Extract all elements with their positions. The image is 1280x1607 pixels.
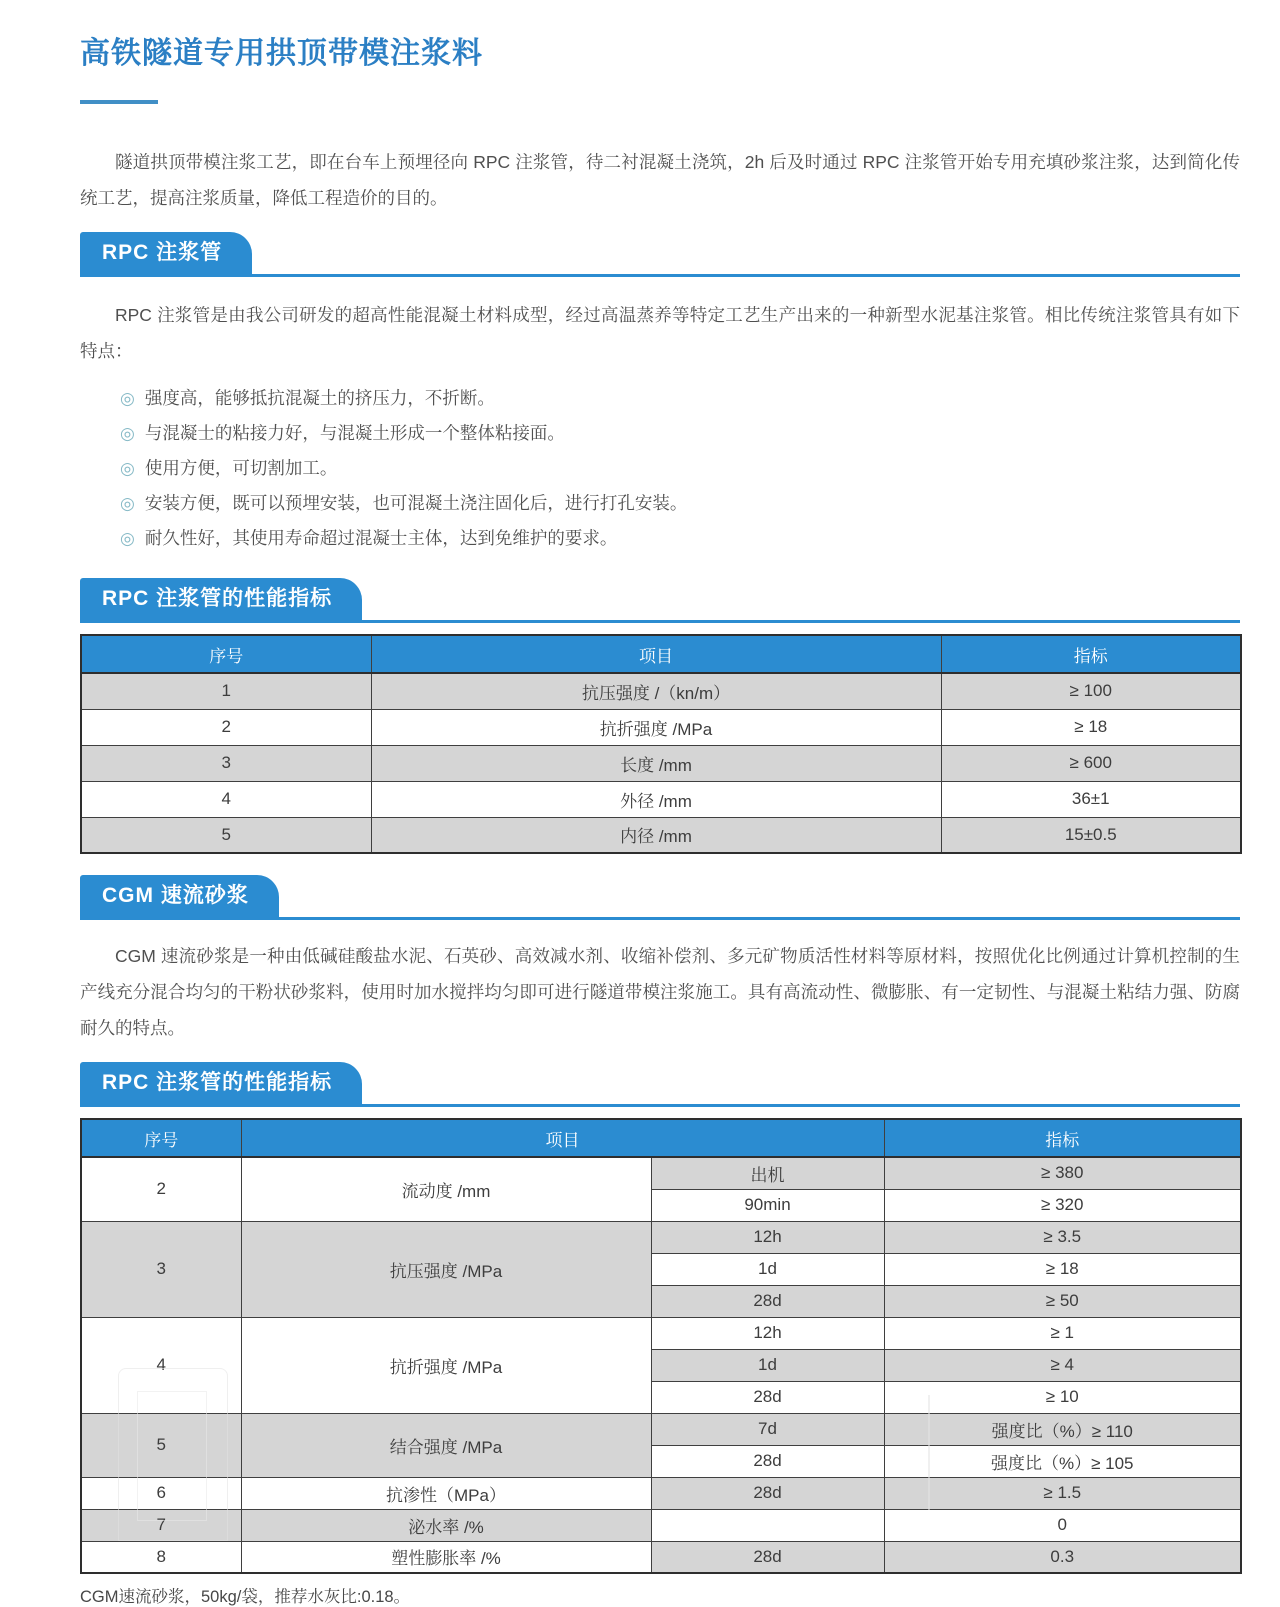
intro-paragraph: 隧道拱顶带模注浆工艺，即在台车上预埋径向 RPC 注浆管，待二衬混凝土浇筑，2h 后及时通过 RPC 注浆管开始专用充填砂浆注浆，达到简化传统工艺，提高注浆质量，降低工程造价的目的。 — [80, 152, 1240, 208]
condition-cell: 12h — [651, 1317, 884, 1349]
table-row — [81, 745, 1241, 781]
condition-cell: 28d — [651, 1477, 884, 1509]
row-number-cell: 2 — [81, 1157, 241, 1221]
value-cell: ≥ 10 — [884, 1381, 1241, 1413]
value-cell: 36±1 — [941, 781, 1241, 817]
condition-cell: 1d — [651, 1253, 884, 1285]
value-cell: 强度比（%）≥ 110 — [884, 1413, 1241, 1445]
double-circle-bullet-icon: ◎ — [120, 529, 135, 548]
row-number-cell: 3 — [81, 1221, 241, 1317]
value-cell: ≥ 100 — [941, 673, 1241, 709]
condition-cell: 12h — [651, 1221, 884, 1253]
cgm-spec-table-wrap — [80, 1118, 1240, 1574]
value-cell: ≥ 320 — [884, 1189, 1241, 1221]
condition-cell: 28d — [651, 1285, 884, 1317]
column-header: 序号 — [81, 1119, 241, 1157]
value-cell: 0 — [884, 1509, 1241, 1541]
table-row — [81, 1477, 1241, 1509]
column-header: 项目 — [371, 635, 941, 673]
value-cell: ≥ 1 — [884, 1317, 1241, 1349]
rpc-feature-list — [120, 381, 1240, 556]
table-row — [81, 1413, 1241, 1445]
item-cell: 长度 /mm — [371, 745, 941, 781]
list-item-text: 强度高，能够抵抗混凝土的挤压力，不折断。 — [144, 388, 495, 408]
value-cell: ≥ 380 — [884, 1157, 1241, 1189]
rpc-paragraph: RPC 注浆管是由我公司研发的超高性能混凝土材料成型，经过高温蒸养等特定工艺生产出来的一种新型水泥基注浆管。相比传统注浆管具有如下特点： — [80, 305, 1240, 361]
section-rpc-header-row — [80, 232, 1240, 277]
section-rpc-specs-header-row — [80, 578, 1240, 623]
value-cell: ≥ 50 — [884, 1285, 1241, 1317]
condition-cell — [651, 1509, 884, 1541]
list-item-text: 安装方便，既可以预埋安装，也可混凝土浇注固化后，进行打孔安装。 — [144, 493, 688, 513]
condition-cell: 1d — [651, 1349, 884, 1381]
value-cell: ≥ 600 — [941, 745, 1241, 781]
table-row — [81, 673, 1241, 709]
table-row — [81, 1221, 1241, 1253]
section-badge-cgm-specs: RPC 注浆管的性能指标 — [80, 1062, 362, 1104]
value-cell: ≥ 3.5 — [884, 1221, 1241, 1253]
item-cell: 抗折强度 /MPa — [371, 709, 941, 745]
double-circle-bullet-icon: ◎ — [120, 494, 135, 513]
list-item — [120, 416, 1240, 451]
row-number-cell: 4 — [81, 1317, 241, 1413]
footnote: CGM速流砂浆，50kg/袋，推荐水灰比:0.18。 — [80, 1588, 411, 1606]
section-badge-rpc: RPC 注浆管 — [80, 232, 252, 274]
value-cell: ≥ 18 — [884, 1253, 1241, 1285]
condition-cell: 28d — [651, 1541, 884, 1573]
item-cell: 抗压强度 /MPa — [241, 1221, 651, 1317]
list-item — [120, 451, 1240, 486]
table-row — [81, 1317, 1241, 1349]
table-row — [81, 817, 1241, 853]
list-item — [120, 486, 1240, 521]
item-cell: 塑性膨胀率 /% — [241, 1541, 651, 1573]
value-cell: 强度比（%）≥ 105 — [884, 1445, 1241, 1477]
value-cell: ≥ 1.5 — [884, 1477, 1241, 1509]
row-number-cell: 1 — [81, 673, 371, 709]
section-cgm-specs-header-row — [80, 1062, 1240, 1107]
rpc-spec-table — [80, 634, 1242, 854]
table-row — [81, 781, 1241, 817]
rpc-spec-table-wrap — [80, 634, 1240, 854]
title-underline — [80, 100, 158, 104]
column-header: 序号 — [81, 635, 371, 673]
item-cell: 泌水率 /% — [241, 1509, 651, 1541]
condition-cell: 出机 — [651, 1157, 884, 1189]
cgm-paragraph: CGM 速流砂浆是一种由低碱硅酸盐水泥、石英砂、高效减水剂、收缩补偿剂、多元矿物质活性材料等原材料，按照优化比例通过计算机控制的生产线充分混合均匀的干粉状砂浆料，使用时加水搅拌均匀即可进行隧道带模注浆施工。具有高流动性、微膨胀、有一定韧性、与混凝土粘结力强、防腐耐久的特点。 — [80, 946, 1240, 1038]
item-cell: 抗渗性（MPa） — [241, 1477, 651, 1509]
table-header-row — [81, 1119, 1241, 1157]
column-header: 指标 — [941, 635, 1241, 673]
condition-cell: 90min — [651, 1189, 884, 1221]
row-number-cell: 5 — [81, 1413, 241, 1477]
page-title: 高铁隧道专用拱顶带模注浆料 — [80, 37, 483, 70]
list-item-text: 与混凝士的粘接力好，与混凝土形成一个整体粘接面。 — [144, 423, 565, 443]
value-cell: ≥ 18 — [941, 709, 1241, 745]
column-header: 指标 — [884, 1119, 1241, 1157]
value-cell: ≥ 4 — [884, 1349, 1241, 1381]
row-number-cell: 2 — [81, 709, 371, 745]
section-badge-rpc-specs: RPC 注浆管的性能指标 — [80, 578, 362, 620]
condition-cell: 7d — [651, 1413, 884, 1445]
list-item-text: 耐久性好，其使用寿命超过混凝士主体，达到免维护的要求。 — [144, 528, 618, 548]
table-row — [81, 1541, 1241, 1573]
section-cgm-header-row — [80, 875, 1240, 920]
section-badge-cgm: CGM 速流砂浆 — [80, 875, 279, 917]
table-row — [81, 709, 1241, 745]
cgm-spec-table — [80, 1118, 1242, 1574]
double-circle-bullet-icon: ◎ — [120, 459, 135, 478]
column-header: 项目 — [241, 1119, 884, 1157]
table-header-row — [81, 635, 1241, 673]
list-item — [120, 381, 1240, 416]
condition-cell: 28d — [651, 1381, 884, 1413]
table-row — [81, 1157, 1241, 1189]
item-cell: 抗压强度 /（kn/m） — [371, 673, 941, 709]
double-circle-bullet-icon: ◎ — [120, 424, 135, 443]
item-cell: 结合强度 /MPa — [241, 1413, 651, 1477]
condition-cell: 28d — [651, 1445, 884, 1477]
table-row — [81, 1509, 1241, 1541]
value-cell: 15±0.5 — [941, 817, 1241, 853]
item-cell: 内径 /mm — [371, 817, 941, 853]
list-item-text: 使用方便，可切割加工。 — [144, 458, 338, 478]
double-circle-bullet-icon: ◎ — [120, 389, 135, 408]
row-number-cell: 5 — [81, 817, 371, 853]
list-item — [120, 521, 1240, 556]
row-number-cell: 3 — [81, 745, 371, 781]
row-number-cell: 4 — [81, 781, 371, 817]
row-number-cell: 7 — [81, 1509, 241, 1541]
value-cell: 0.3 — [884, 1541, 1241, 1573]
item-cell: 外径 /mm — [371, 781, 941, 817]
row-number-cell: 8 — [81, 1541, 241, 1573]
item-cell: 抗折强度 /MPa — [241, 1317, 651, 1413]
item-cell: 流动度 /mm — [241, 1157, 651, 1221]
row-number-cell: 6 — [81, 1477, 241, 1509]
